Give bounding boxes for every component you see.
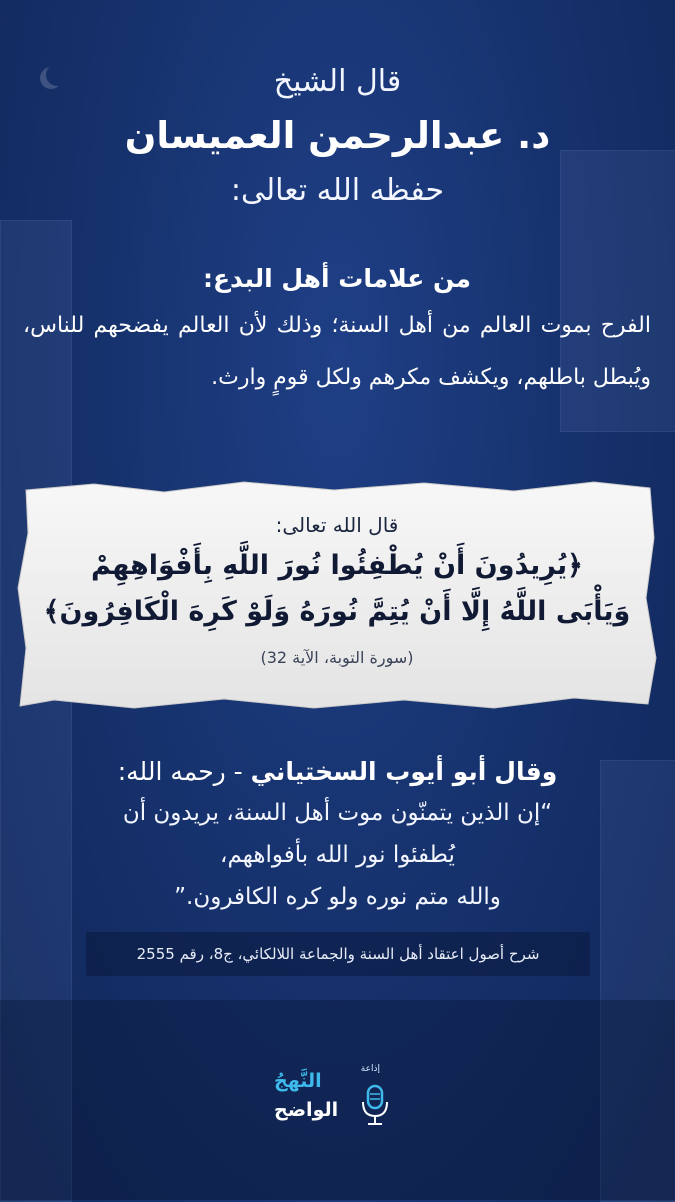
quote-block <box>0 752 675 918</box>
intro-text: قال الشيخ <box>273 64 402 99</box>
header <box>0 60 675 214</box>
verse-reference: (سورة التوبة، الآية 32) <box>260 648 414 667</box>
verse-intro: قال الله تعالى: <box>275 513 399 537</box>
logo-tag: إذاعة <box>360 1064 380 1074</box>
microphone-icon <box>358 1080 392 1128</box>
blessing-text: حفظه الله تعالى: <box>230 173 445 208</box>
verse-card <box>14 478 660 712</box>
verse-line-2: وَيَأْبَى اللَّهُ إِلَّا أَنْ يُتِمَّ نُورَهُ وَلَوْ كَرِهَ الْكَافِرُونَ﴾ <box>43 596 631 627</box>
verse-line-1: ﴿يُرِيدُونَ أَنْ يُطْفِئُوا نُورَ اللَّهِ بِأَفْوَاهِهِمْ <box>91 550 583 581</box>
logo-bottom-word: الواضح <box>274 1099 339 1121</box>
quote-line-3: والله متم نوره ولو كره الكافرون.” <box>174 884 501 910</box>
quote-author: أبو أيوب السختياني <box>250 757 487 786</box>
radio-logo <box>264 1058 404 1138</box>
source-citation <box>86 932 590 976</box>
sheikh-name: د. عبدالرحمن العميسان <box>124 114 551 157</box>
quote-intro-prefix: وقال <box>494 757 558 786</box>
section-title: من علامات أهل البدع: <box>202 264 472 293</box>
section-body: الفرح بموت العالم من أهل السنة؛ وذلك لأن العالم يفضحهم للناس، ويُبطل باطلهم، ويكشف مكرهم ولكل قومٍ وارث. <box>23 313 651 390</box>
quote-intro-suffix: - رحمه الله: <box>117 757 251 786</box>
source-text: شرح أصول اعتقاد أهل السنة والجماعة اللالكائي، ج8، رقم 2555 <box>136 945 540 963</box>
quote-intro <box>0 752 675 792</box>
quote-line-1: “إن الذين يتمنّون موت أهل السنة، يريدون أن <box>122 800 553 826</box>
bid-signs-section <box>23 258 651 404</box>
quote-line-2: يُطفئوا نور الله بأفواههم، <box>220 842 455 868</box>
logo-top-word: النَّهجُ <box>274 1070 322 1092</box>
